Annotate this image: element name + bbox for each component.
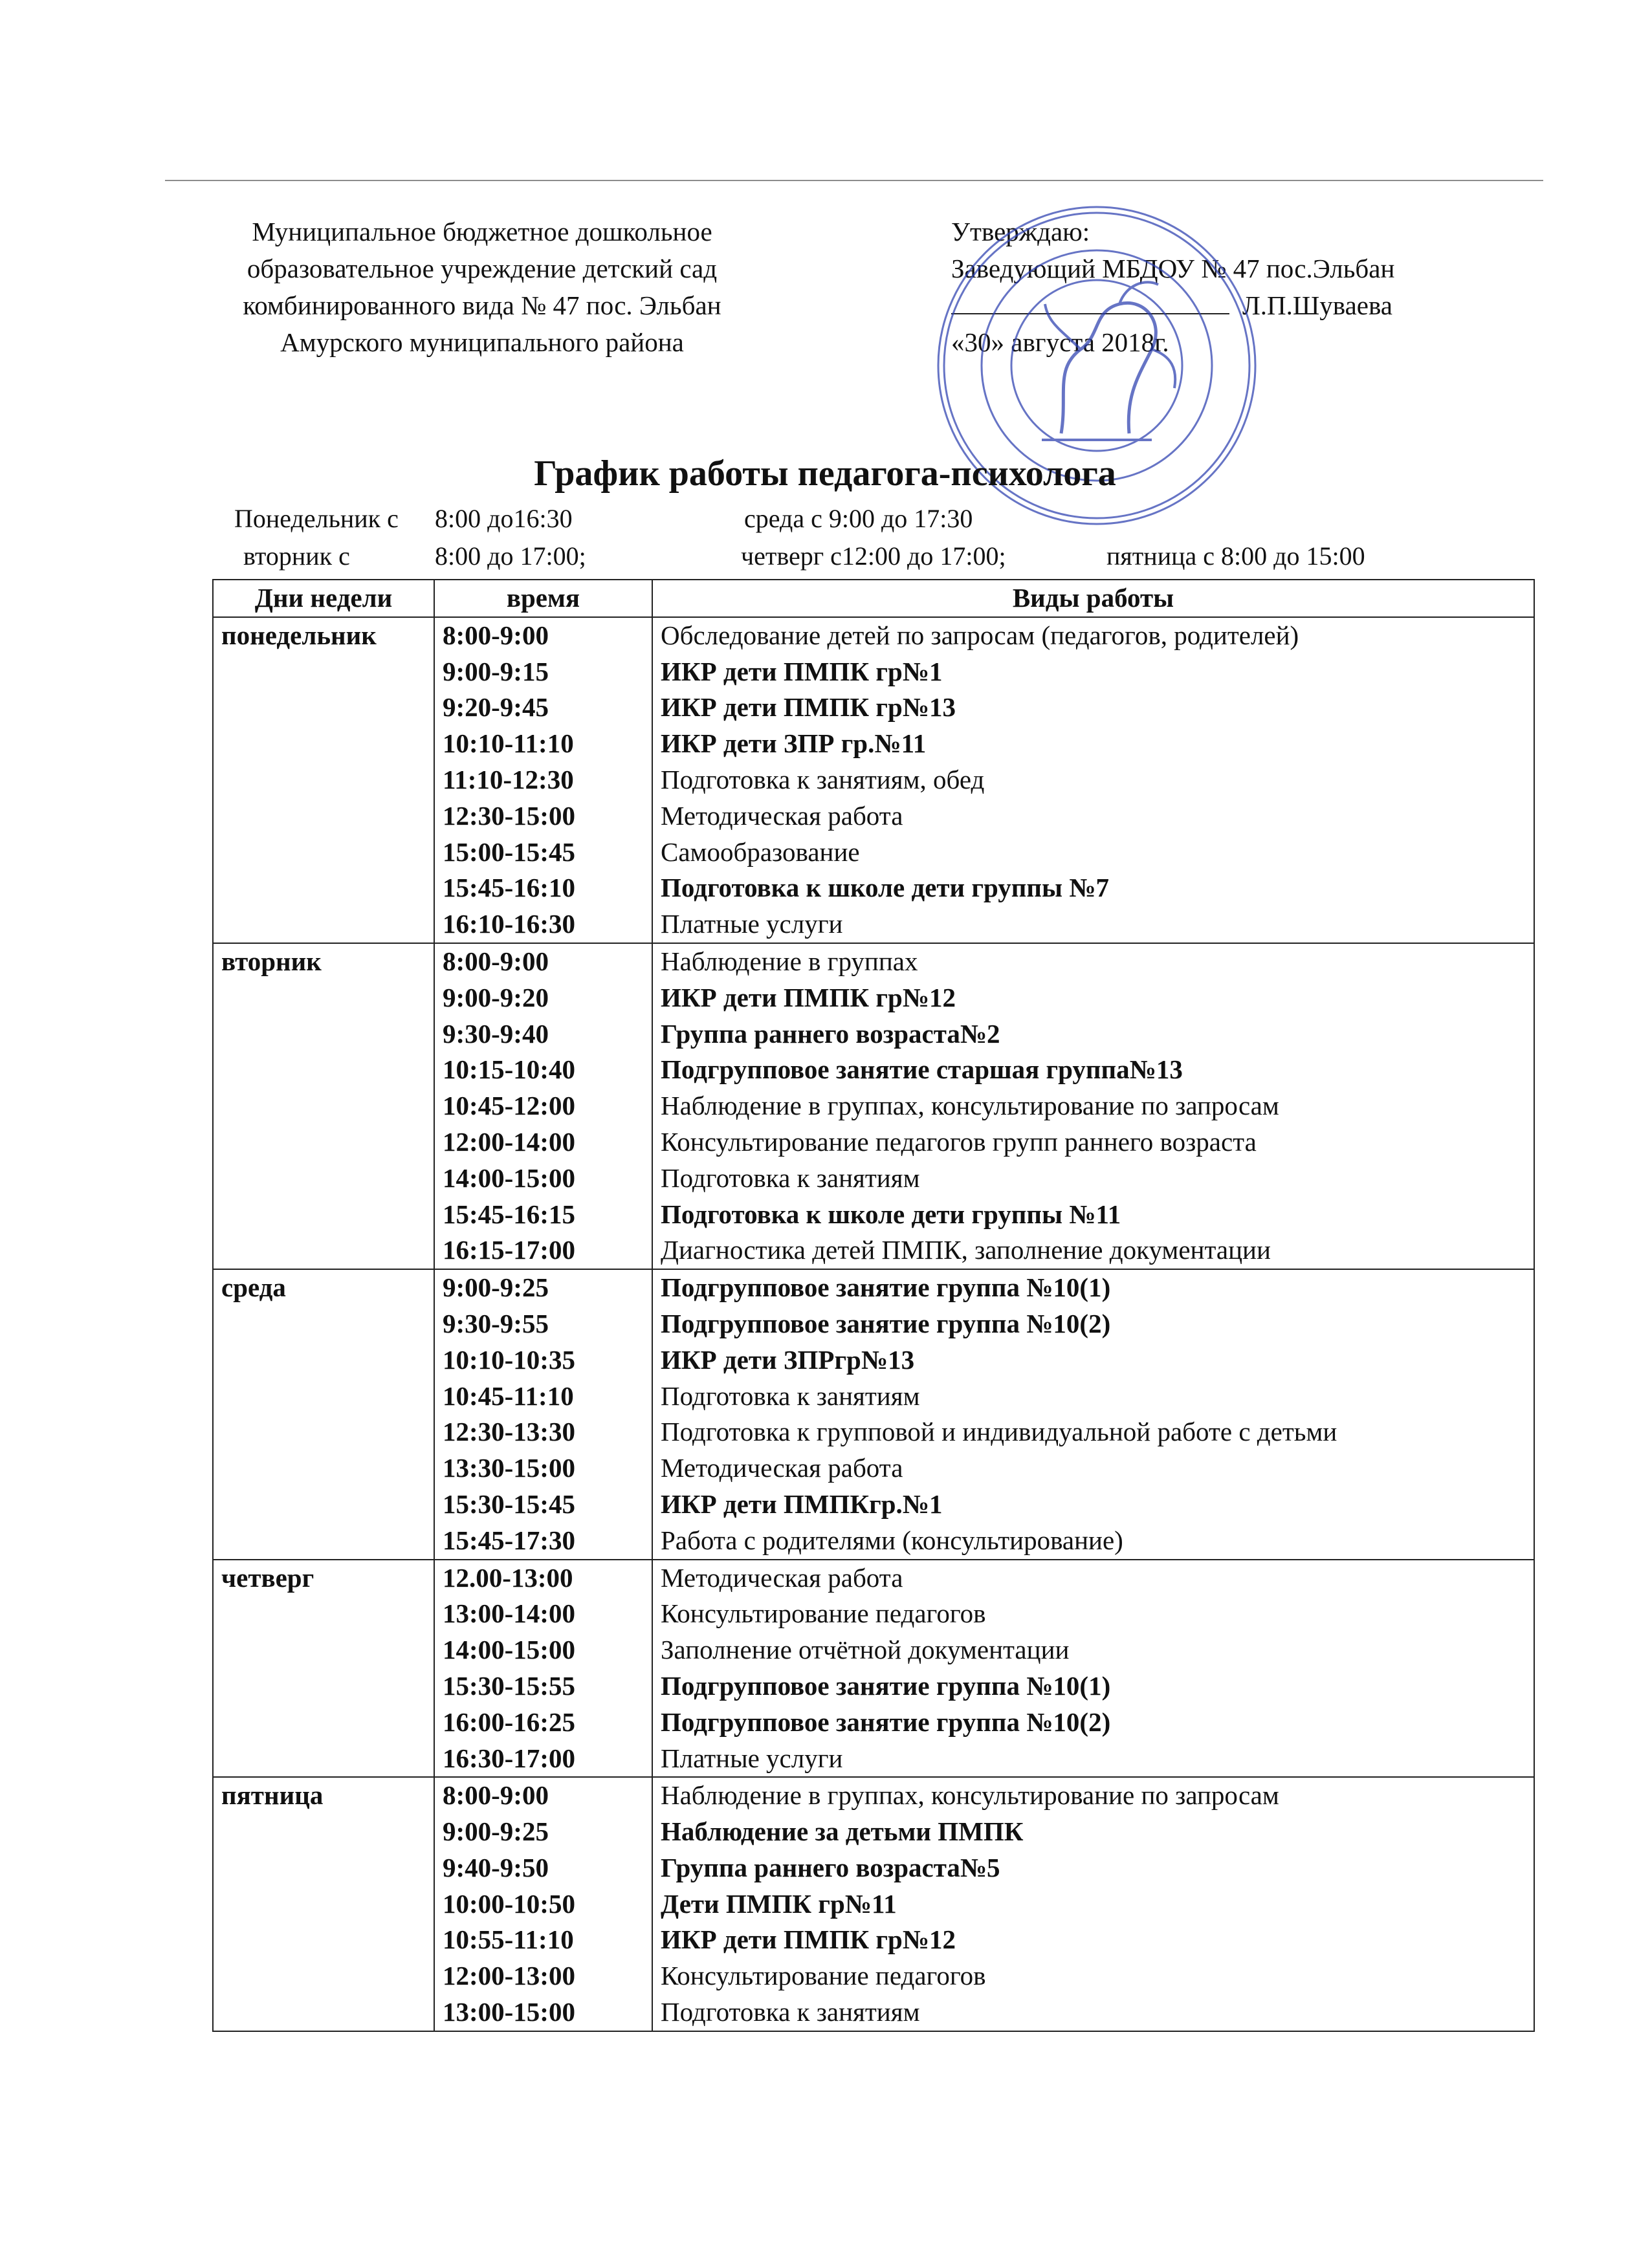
time-cell bbox=[434, 1777, 652, 2031]
table-row bbox=[213, 1777, 1534, 2031]
activity-item: Консультирование педагогов групп раннего возраста bbox=[661, 1126, 1257, 1157]
activity-item: Методическая работа bbox=[661, 1453, 903, 1483]
day-cell: пятница bbox=[213, 1777, 434, 2031]
time-slot: 10:10-10:35 bbox=[443, 1344, 575, 1375]
table-header-row bbox=[213, 580, 1534, 617]
activity-item: Работа с родителями (консультирование) bbox=[661, 1525, 1123, 1555]
time-slot: 8:00-9:00 bbox=[443, 620, 549, 650]
table-row bbox=[213, 943, 1534, 1269]
time-cell bbox=[434, 1560, 652, 1778]
activity-cell bbox=[652, 1560, 1534, 1778]
time-slot: 9:00-9:25 bbox=[443, 1816, 549, 1847]
time-slot: 11:10-12:30 bbox=[443, 764, 574, 794]
activity-item: ИКР дети ЗПРгр№13 bbox=[661, 1344, 915, 1375]
header-days: Дни недели bbox=[213, 580, 434, 617]
time-slot: 10:00-10:50 bbox=[443, 1888, 575, 1919]
org-line-3: комбинированного вида № 47 пос. Эльбан bbox=[243, 290, 721, 320]
time-slot: 9:20-9:45 bbox=[443, 692, 549, 723]
activity-item: Методическая работа bbox=[661, 1562, 903, 1593]
org-line-2: образовательное учреждение детский сад bbox=[247, 254, 718, 283]
activity-item: ИКР дети ПМПК гр№12 bbox=[661, 1925, 956, 1955]
activity-item: Группа раннего возраста№5 bbox=[661, 1852, 1000, 1882]
activity-item: Консультирование педагогов bbox=[661, 1598, 986, 1629]
activity-cell bbox=[652, 1777, 1534, 2031]
time-slot: 8:00-9:00 bbox=[443, 1780, 549, 1811]
organization-name bbox=[149, 213, 815, 361]
time-slot: 10:10-11:10 bbox=[443, 728, 574, 759]
time-slot: 10:45-12:00 bbox=[443, 1091, 575, 1121]
activity-item: Консультирование педагогов bbox=[661, 1961, 986, 1991]
activity-item: Подготовка к групповой и индивидуальной работе с детьми bbox=[661, 1417, 1337, 1447]
time-slot: 15:45-16:10 bbox=[443, 873, 575, 903]
activity-item: Подгрупповое занятие группа №10(2) bbox=[661, 1308, 1111, 1338]
header-time: время bbox=[434, 580, 652, 617]
approve-signature-row bbox=[951, 287, 1572, 324]
activity-item: Подготовка к занятиям, обед bbox=[661, 764, 985, 794]
activity-item: Платные услуги bbox=[661, 909, 843, 939]
time-slot: 15:45-16:15 bbox=[443, 1199, 575, 1229]
activity-item: ИКР дети ПМПК гр№13 bbox=[661, 692, 956, 723]
time-slot: 16:10-16:30 bbox=[443, 909, 575, 939]
activity-item: Наблюдение за детьми ПМПК bbox=[661, 1816, 1024, 1847]
time-slot: 16:00-16:25 bbox=[443, 1706, 575, 1737]
table-row bbox=[213, 1560, 1534, 1778]
activity-item: Группа раннего возраста№2 bbox=[661, 1018, 1000, 1049]
activity-item: Наблюдение в группах, консультирование по запросам bbox=[661, 1091, 1279, 1121]
hours-thursday: четверг с12:00 до 17:00; bbox=[741, 541, 1006, 571]
activity-cell bbox=[652, 617, 1534, 943]
document-title: График работы педагога-психолога bbox=[534, 453, 1116, 494]
time-cell bbox=[434, 943, 652, 1269]
activity-item: Подгрупповое занятие группа №10(1) bbox=[661, 1272, 1111, 1303]
time-slot: 16:15-17:00 bbox=[443, 1235, 575, 1265]
time-slot: 9:00-9:15 bbox=[443, 656, 549, 686]
activity-item: Подготовка к занятиям bbox=[661, 1997, 920, 2027]
time-slot: 13:00-14:00 bbox=[443, 1598, 575, 1629]
activity-item: Подгрупповое занятие старшая группа№13 bbox=[661, 1054, 1183, 1085]
time-slot: 12.00-13:00 bbox=[443, 1562, 573, 1593]
time-slot: 10:45-11:10 bbox=[443, 1380, 574, 1411]
activity-item: ИКР дети ПМПКгр.№1 bbox=[661, 1488, 943, 1519]
activity-item: Платные услуги bbox=[661, 1743, 843, 1773]
signature-line bbox=[951, 313, 1229, 314]
time-slot: 8:00-9:00 bbox=[443, 946, 549, 976]
schedule-body bbox=[213, 617, 1534, 2031]
activity-item: Подгрупповое занятие группа №10(1) bbox=[661, 1670, 1111, 1701]
activity-item: Самообразование bbox=[661, 836, 860, 867]
time-slot: 14:00-15:00 bbox=[443, 1635, 575, 1665]
day-cell: среда bbox=[213, 1269, 434, 1559]
time-slot: 12:30-13:30 bbox=[443, 1417, 575, 1447]
hours-wednesday: среда с 9:00 до 17:30 bbox=[744, 504, 973, 533]
time-slot: 9:40-9:50 bbox=[443, 1852, 549, 1882]
time-cell bbox=[434, 617, 652, 943]
approve-date: «30» августа 2018г. bbox=[951, 327, 1169, 357]
time-slot: 16:30-17:00 bbox=[443, 1743, 575, 1773]
approve-title: Утверждаю: bbox=[951, 217, 1090, 246]
time-slot: 12:00-13:00 bbox=[443, 1961, 575, 1991]
activity-item: Диагностика детей ПМПК, заполнение документации bbox=[661, 1235, 1271, 1265]
activity-cell bbox=[652, 1269, 1534, 1559]
activity-item: Заполнение отчётной документации bbox=[661, 1635, 1070, 1665]
time-slot: 15:30-15:45 bbox=[443, 1488, 575, 1519]
hours-tuesday-label: вторник с bbox=[243, 541, 350, 571]
activity-item: Наблюдение в группах, консультирование по запросам bbox=[661, 1780, 1279, 1811]
hours-friday: пятница с 8:00 до 15:00 bbox=[1106, 541, 1365, 571]
activity-item: Подготовка к школе дети группы №7 bbox=[661, 873, 1109, 903]
hours-monday-value: 8:00 до16:30 bbox=[435, 504, 573, 533]
activity-item: Подготовка к занятиям bbox=[661, 1162, 920, 1193]
time-slot: 15:00-15:45 bbox=[443, 836, 575, 867]
schedule-table bbox=[212, 579, 1535, 2032]
hours-tuesday-value: 8:00 до 17:00; bbox=[435, 541, 586, 571]
activity-item: Методическая работа bbox=[661, 800, 903, 831]
header-activities: Виды работы bbox=[652, 580, 1534, 617]
approval-block bbox=[951, 213, 1572, 361]
time-slot: 10:55-11:10 bbox=[443, 1925, 574, 1955]
time-slot: 15:30-15:55 bbox=[443, 1670, 575, 1701]
time-slot: 9:30-9:55 bbox=[443, 1308, 549, 1338]
table-row bbox=[213, 617, 1534, 943]
time-cell bbox=[434, 1269, 652, 1559]
activity-item: ИКР дети ПМПК гр№1 bbox=[661, 656, 943, 686]
time-slot: 14:00-15:00 bbox=[443, 1162, 575, 1193]
activity-item: Наблюдение в группах bbox=[661, 946, 918, 976]
activity-item: Подгрупповое занятие группа №10(2) bbox=[661, 1706, 1111, 1737]
time-slot: 13:30-15:00 bbox=[443, 1453, 575, 1483]
time-slot: 10:15-10:40 bbox=[443, 1054, 575, 1085]
time-slot: 13:00-15:00 bbox=[443, 1997, 575, 2027]
time-slot: 9:00-9:20 bbox=[443, 982, 549, 1012]
top-rule bbox=[165, 180, 1543, 181]
activity-item: ИКР дети ПМПК гр№12 bbox=[661, 982, 956, 1012]
activity-item: Дети ПМПК гр№11 bbox=[661, 1888, 897, 1919]
time-slot: 9:00-9:25 bbox=[443, 1272, 549, 1303]
time-slot: 9:30-9:40 bbox=[443, 1018, 549, 1049]
approve-name: Л.П.Шуваева bbox=[1242, 290, 1393, 320]
org-line-4: Амурского муниципального района bbox=[280, 327, 684, 357]
time-slot: 12:00-14:00 bbox=[443, 1126, 575, 1157]
day-cell: понедельник bbox=[213, 617, 434, 943]
activity-item: Подготовка к школе дети группы №11 bbox=[661, 1199, 1121, 1229]
day-cell: вторник bbox=[213, 943, 434, 1269]
hours-monday-label: Понедельник с bbox=[234, 504, 399, 533]
activity-item: Обследование детей по запросам (педагогов, родителей) bbox=[661, 620, 1299, 650]
activity-item: ИКР дети ЗПР гр.№11 bbox=[661, 728, 927, 759]
table-row bbox=[213, 1269, 1534, 1559]
approve-position: Заведующий МБДОУ № 47 пос.Эльбан bbox=[951, 254, 1395, 283]
time-slot: 15:45-17:30 bbox=[443, 1525, 575, 1555]
day-cell: четверг bbox=[213, 1560, 434, 1778]
activity-cell bbox=[652, 943, 1534, 1269]
time-slot: 12:30-15:00 bbox=[443, 800, 575, 831]
org-line-1: Муниципальное бюджетное дошкольное bbox=[252, 217, 712, 246]
activity-item: Подготовка к занятиям bbox=[661, 1380, 920, 1411]
